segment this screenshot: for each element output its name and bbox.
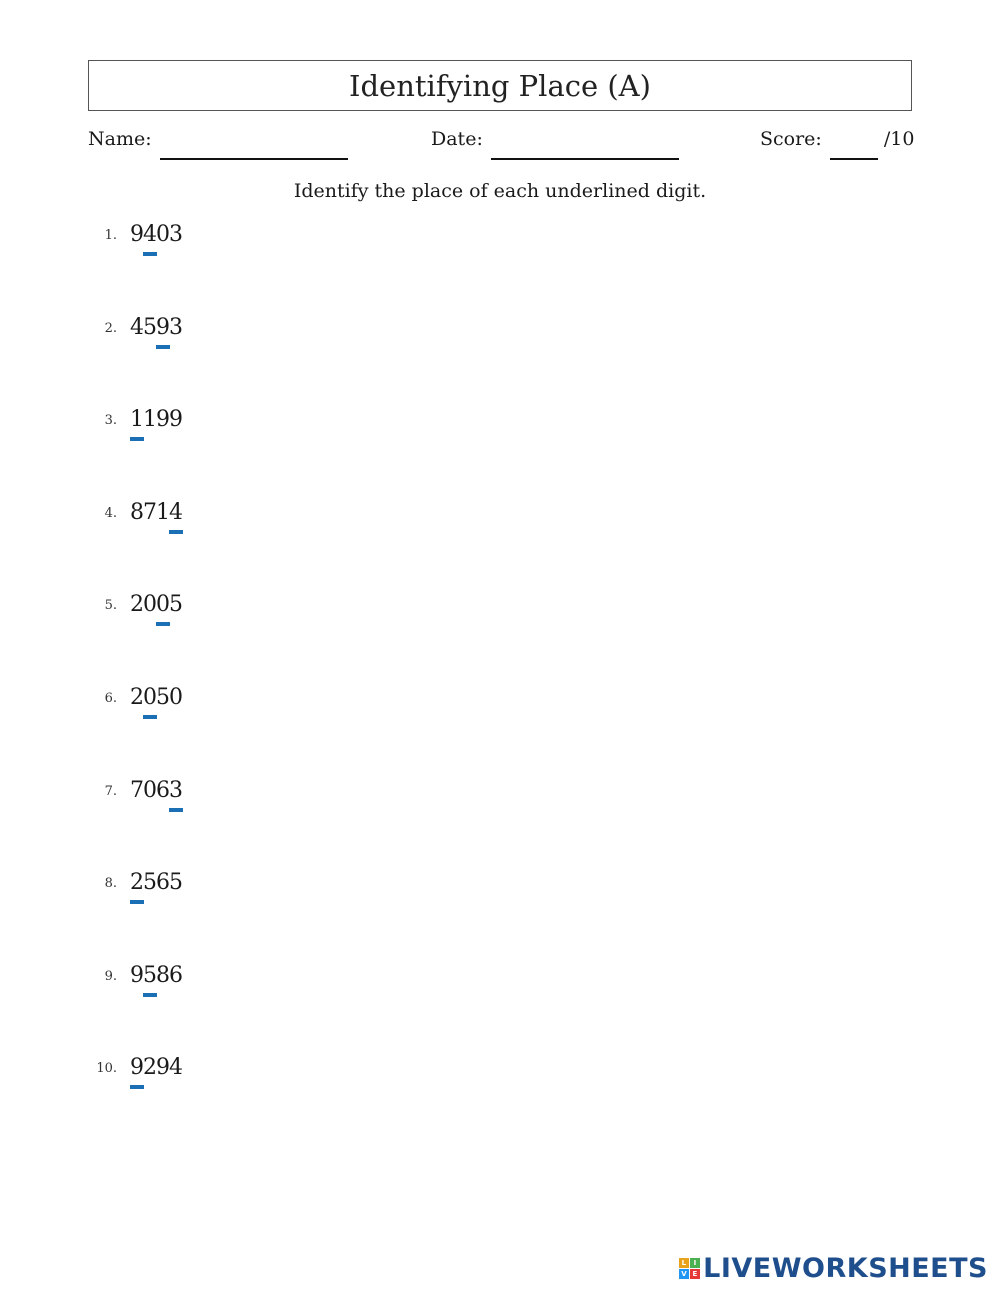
question-item (88, 778, 388, 818)
digit: 5 (169, 870, 183, 896)
question-item (88, 222, 388, 262)
logo-square: I (690, 1258, 700, 1268)
digit: 5 (169, 592, 183, 618)
digit: 0 (169, 685, 183, 710)
question-number: 1. (104, 228, 117, 243)
underlined-digit: 4 (169, 499, 183, 525)
underlined-digit: 9 (130, 1055, 144, 1081)
question-item (88, 592, 388, 632)
question-number: 10. (96, 1061, 117, 1077)
question-value (130, 407, 182, 432)
question-item (88, 500, 388, 540)
digit: 2 (143, 1055, 157, 1081)
question-number: 2. (104, 320, 117, 336)
digit: 0 (143, 592, 157, 618)
digit: 5 (143, 314, 157, 340)
question-value (130, 315, 182, 340)
score-total: /10 (883, 128, 915, 150)
question-value (130, 685, 182, 710)
score-label: Score: (760, 128, 822, 150)
underlined-digit: 5 (143, 962, 157, 988)
logo-square: V (679, 1269, 689, 1279)
date-field (431, 128, 679, 160)
question-value (130, 592, 182, 617)
question-value (130, 963, 182, 988)
digit: 1 (143, 407, 157, 433)
question-value (130, 778, 182, 803)
digit: 7 (130, 777, 144, 803)
question-item (88, 870, 388, 910)
question-value (130, 870, 182, 895)
header-fields (88, 128, 915, 162)
question-item (88, 315, 388, 355)
digit: 8 (130, 499, 144, 525)
logo-square: E (690, 1269, 700, 1279)
question-number: 7. (104, 783, 117, 799)
question-item (88, 1055, 388, 1095)
digit: 5 (156, 685, 170, 710)
digit: 0 (143, 777, 157, 803)
question-value (130, 222, 182, 247)
question-number: 8. (104, 876, 117, 892)
digit: 5 (143, 870, 157, 896)
digit: 8 (156, 962, 170, 988)
liveworksheets-brand-name: LIVEWORKSHEETS (703, 1253, 988, 1284)
question-item (88, 685, 388, 725)
digit: 9 (156, 407, 170, 433)
question-item (88, 963, 388, 1003)
question-number: 4. (104, 505, 117, 521)
digit: 4 (169, 1055, 183, 1081)
name-field (88, 128, 348, 160)
underlined-digit: 0 (156, 592, 170, 618)
digit: 9 (169, 407, 183, 433)
score-input-line[interactable] (830, 128, 878, 160)
liveworksheets-logo-icon (679, 1258, 700, 1279)
digit: 9 (130, 222, 144, 247)
question-value (130, 1055, 182, 1080)
question-number: 3. (104, 413, 117, 429)
underlined-digit: 2 (130, 870, 144, 896)
question-value (130, 500, 182, 525)
name-input-line[interactable] (160, 128, 348, 160)
digit: 6 (156, 870, 170, 896)
underlined-digit: 3 (169, 777, 183, 803)
digit: 7 (143, 499, 157, 525)
date-label: Date: (431, 128, 483, 150)
digit: 3 (169, 222, 183, 247)
underlined-digit: 0 (143, 685, 157, 710)
underlined-digit: 1 (130, 407, 144, 433)
logo-square: L (679, 1258, 689, 1268)
name-label: Name: (88, 128, 152, 150)
digit: 6 (169, 962, 183, 988)
digit: 6 (156, 777, 170, 803)
question-number: 9. (104, 968, 117, 984)
digit: 4 (130, 314, 144, 340)
date-input-line[interactable] (491, 128, 679, 160)
digit: 2 (130, 685, 144, 710)
underlined-digit: 4 (143, 222, 157, 247)
digit: 9 (156, 1055, 170, 1081)
digit: 2 (130, 592, 144, 618)
digit: 9 (130, 962, 144, 988)
digit: 3 (169, 314, 183, 340)
digit: 0 (156, 222, 170, 247)
instructions: Identify the place of each underlined digit. (293, 180, 707, 202)
question-number: 6. (104, 691, 117, 706)
score-field (760, 128, 914, 160)
worksheet-title: Identifying Place (A) (88, 60, 912, 111)
liveworksheets-logo (679, 1253, 988, 1284)
question-number: 5. (104, 598, 117, 614)
digit: 1 (156, 499, 170, 525)
question-item (88, 407, 388, 447)
underlined-digit: 9 (156, 314, 170, 340)
